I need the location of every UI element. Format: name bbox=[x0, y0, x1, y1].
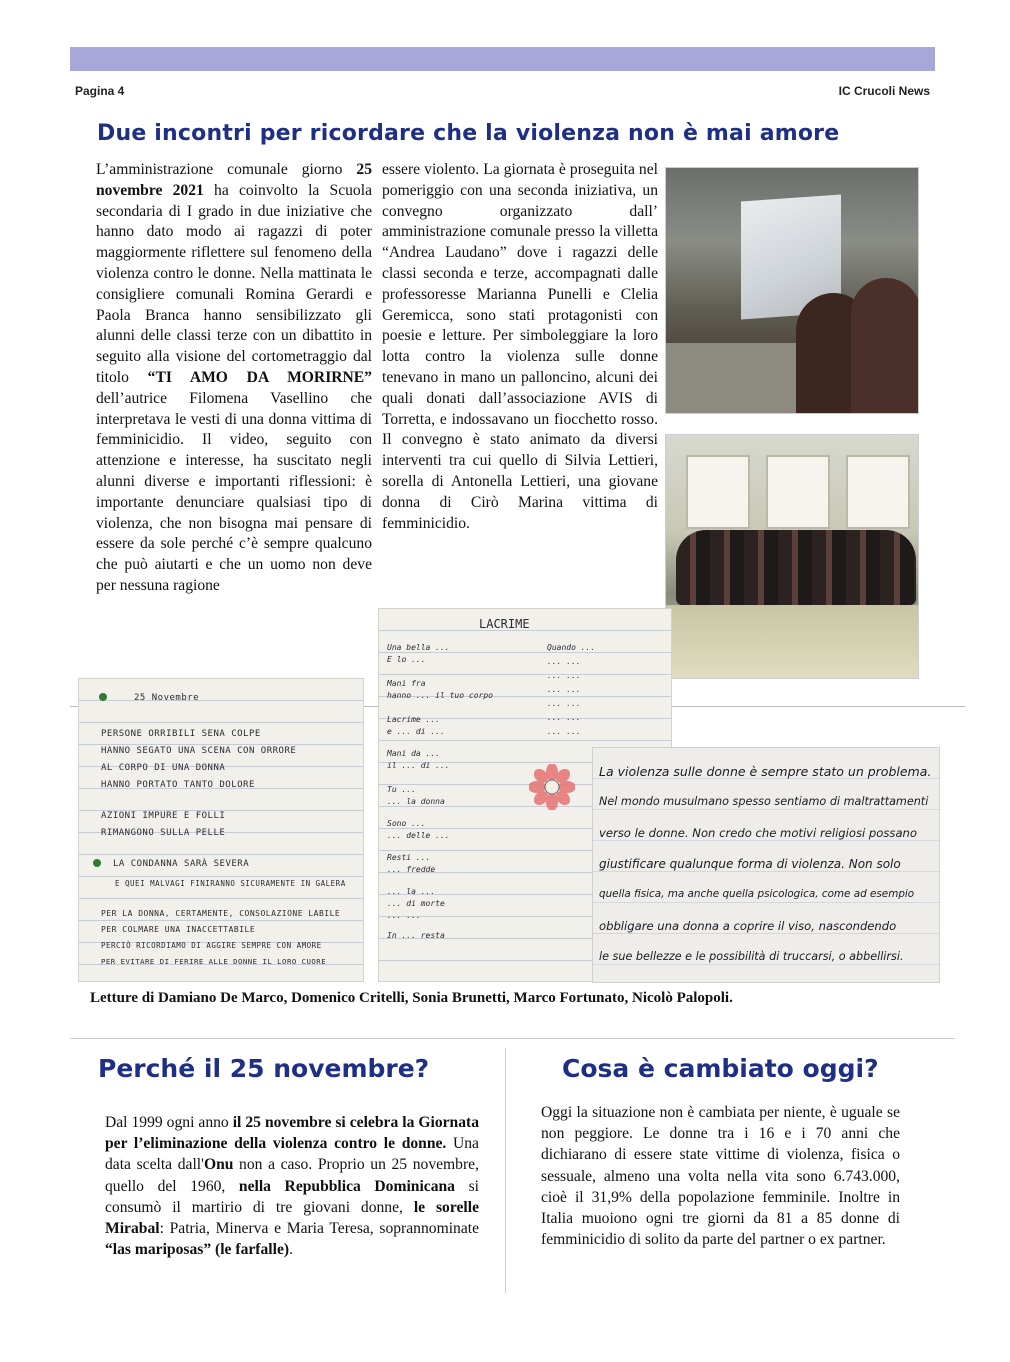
section1-body bbox=[105, 1112, 479, 1260]
s1-text: si consumò il martirio di tre giovani donne, bbox=[105, 1177, 479, 1216]
s1-text: Una data scelta dall' bbox=[105, 1135, 479, 1174]
s1-bold: Onu bbox=[203, 1156, 234, 1174]
window bbox=[846, 455, 910, 529]
bullet-dot bbox=[93, 859, 101, 867]
col1-text-a: L’amministrazione comunale giorno bbox=[96, 161, 357, 178]
nb3-line: le sue bellezze e le possibilità di truccarsi, o abbellirsi. bbox=[599, 950, 904, 963]
s1-text: : Patria, Minerva e Maria Teresa, soprannominate bbox=[159, 1220, 479, 1238]
publication-name: IC Crucoli News bbox=[838, 84, 930, 98]
col1-text-c: dell’autrice Filomena Vasellino che interpretava le vesti di una donna vittima di femminicidio. Il video, seguito con attenzione e interesse, ha suscitato negli alunni diverse e importanti riflessioni: è importante denunciare qualsiasi tipo di violenza, che non bisogna mai pensare di essere da sole perché c’è sempre qualcuno che può aiutarti e che un uomo non deve per nessuna ragione bbox=[96, 389, 372, 594]
nb2-line: ... ... bbox=[547, 685, 581, 694]
col2-text: essere violento. La giornata è proseguita nel pomeriggio con una seconda iniziativa, un convegno organizzato dall’ amministrazione comunale presso la villetta “Andrea Laudano” dove i ragazzi delle classi seconda e terze, accompagnati dalle professoresse Marianna Punelli e Clelia Geremicca, sono stati protagonisti con poesie e letture. Per simboleggiare la loro lotta contro la violenza sulle donne tenevano in mano un palloncino, alcuni dei quali donati dall’associazione AVIS di Torretta, e indossavano un fiocchetto rosso. Il convegno è stato animato da diversi interventi tra cui quello di Silvia Lettieri, sorella di Antonella Lettieri, una giovane donna di Cirò Marina vittima di femminicidio. bbox=[382, 161, 658, 532]
nb1-line: PER COLMARE UNA INACCETTABILE bbox=[101, 925, 256, 934]
nb2-line: ... la ... bbox=[387, 887, 436, 896]
handwritten-reflection-page bbox=[592, 747, 940, 983]
article-column-1 bbox=[96, 160, 372, 597]
assembly-photo bbox=[665, 434, 919, 679]
nb1-line: HANNO SEGATO UNA SCENA CON ORRORE bbox=[101, 746, 297, 756]
nb2-line: ... ... bbox=[547, 713, 581, 722]
bullet-dot bbox=[99, 693, 107, 701]
nb2-line: hanno ... il tuo corpo bbox=[387, 691, 493, 700]
nb3-line: La violenza sulle donne è sempre stato un problema. bbox=[599, 764, 932, 779]
nb1-line: RIMANGONO SULLA PELLE bbox=[101, 828, 226, 838]
page-number: Pagina 4 bbox=[75, 84, 125, 98]
nb1-line: AZIONI IMPURE E FOLLI bbox=[101, 811, 226, 821]
col1-text-b: ha coinvolto la Scuola secondaria di I grado in due iniziative che hanno dato modo ai ragazzi di poter maggiormente riflettere sul fenomeno della violenza contro le donne. Nella mattinata le consigliere comunali Romina Gerardi e Paola Branca hanno sensibilizzato gli alunni delle classi terze con un dibattito in seguito alla visione del cortometraggio dal titolo bbox=[96, 181, 372, 386]
nb1-line: PERCIÒ RICORDIAMO DI AGGIRE SEMPRE CON AMORE bbox=[101, 941, 322, 950]
nb2-line: Lacrime ... bbox=[387, 715, 440, 724]
nb2-line: In ... resta bbox=[387, 931, 445, 940]
floor bbox=[666, 605, 918, 678]
students-group bbox=[676, 530, 916, 605]
nb1-date: 25 Novembre bbox=[134, 693, 200, 703]
nb2-line: ... ... bbox=[547, 657, 581, 666]
nb3-line: obbligare una donna a coprire il viso, nascondendo bbox=[599, 919, 897, 933]
handwritten-poem-page-1 bbox=[78, 678, 364, 982]
classroom-projection-photo bbox=[665, 167, 919, 414]
nb2-line: Mani fra bbox=[387, 679, 426, 688]
nb2-line: Quando ... bbox=[547, 643, 596, 652]
nb1-line: LA CONDANNA SARÀ SEVERA bbox=[113, 859, 250, 869]
article-title: Due incontri per ricordare che la violenza non è mai amore bbox=[97, 121, 840, 146]
s1-bold: le sorelle Mirabal bbox=[105, 1198, 479, 1238]
nb2-line: Sono ... bbox=[387, 819, 426, 828]
s1-bold: il 25 novembre si celebra la Giornata per l’eliminazione della violenza contro le donne. bbox=[105, 1114, 479, 1153]
nb1-line: PER EVITARE DI FERIRE ALLE DONNE IL LORO CUORE bbox=[101, 957, 327, 966]
s1-text: Dal 1999 ogni anno bbox=[105, 1114, 233, 1131]
nb2-line: ... la donna bbox=[387, 797, 445, 806]
nb2-line: ... ... bbox=[547, 671, 581, 680]
nb1-line: E QUEI MALVAGI FINIRANNO SICURAMENTE IN GALERA bbox=[115, 879, 346, 888]
nb2-line: Una bella ... bbox=[387, 643, 450, 652]
nb2-line: Tu ... bbox=[387, 785, 416, 794]
section1-title: Perché il 25 novembre? bbox=[98, 1054, 430, 1083]
s1-bold: nella Repubblica Dominicana bbox=[238, 1177, 455, 1195]
nb2-line: il ... di ... bbox=[387, 761, 450, 770]
s1-text: . bbox=[289, 1241, 293, 1259]
col1-date: 25 novembre 2021 bbox=[96, 161, 372, 199]
nb2-line: ... ... bbox=[387, 911, 421, 920]
nb2-line: E lo ... bbox=[387, 655, 426, 664]
student-silhouette bbox=[851, 278, 919, 414]
photo-caption: Letture di Damiano De Marco, Domenico Critelli, Sonia Brunetti, Marco Fortunato, Nicolò Palopoli. bbox=[90, 990, 733, 1006]
nb2-line: ... ... bbox=[547, 727, 581, 736]
nb2-line: e ... di ... bbox=[387, 727, 445, 736]
section2-body bbox=[541, 1102, 900, 1250]
nb2-line: ... delle ... bbox=[387, 831, 450, 840]
header-bar bbox=[70, 47, 935, 71]
col1-film-title: “TI AMO DA MORIRNE” bbox=[147, 368, 372, 386]
flower-drawing bbox=[529, 764, 575, 810]
article-column-2 bbox=[382, 160, 658, 534]
nb2-line: ... di morte bbox=[387, 899, 445, 908]
window bbox=[686, 455, 750, 529]
nb3-line: quella fisica, ma anche quella psicologica, come ad esempio bbox=[599, 888, 915, 900]
nb3-line: verso le donne. Non credo che motivi religiosi possano bbox=[599, 826, 917, 840]
section-divider bbox=[70, 1038, 955, 1039]
nb1-line: PER LA DONNA, CERTAMENTE, CONSOLAZIONE LABILE bbox=[101, 909, 341, 918]
section2-title: Cosa è cambiato oggi? bbox=[562, 1054, 879, 1083]
column-divider bbox=[505, 1048, 506, 1293]
nb1-line: PERSONE ORRIBILI SENA COLPE bbox=[101, 729, 261, 739]
nb3-line: Nel mondo musulmano spesso sentiamo di maltrattamenti bbox=[599, 795, 929, 808]
nb3-line: giustificare qualunque forma di violenza. Non solo bbox=[599, 857, 901, 871]
desk bbox=[666, 343, 806, 413]
nb2-title: LACRIME bbox=[479, 617, 530, 631]
nb2-line: ... ... bbox=[547, 699, 581, 708]
nb1-line: HANNO PORTATO TANTO DOLORE bbox=[101, 780, 255, 790]
nb2-line: Resti ... bbox=[387, 853, 431, 862]
s1-text: non a caso. Proprio un 25 novembre, quello del 1960, bbox=[105, 1156, 479, 1195]
s2-text: Oggi la situazione non è cambiata per niente, è uguale se non peggiore. Le donne tra i 16 e i 70 anni che dichiarano di essere state vittime di violenza, fisica o sessuale, almeno una volta nella vita sono 6.743.000, cioè il 31,9% della popolazione femminile. Inoltre in Italia muoiono ogni tre giorni da 81 a 85 donne di femminicidio di solito da parte del partner o ex partner. bbox=[541, 1104, 900, 1249]
nb2-line: Mani da ... bbox=[387, 749, 440, 758]
nb1-line: AL CORPO DI UNA DONNA bbox=[101, 763, 226, 773]
s1-bold: “las mariposas” (le farfalle) bbox=[105, 1241, 290, 1259]
window bbox=[766, 455, 830, 529]
nb2-line: ... fredde bbox=[387, 865, 436, 874]
